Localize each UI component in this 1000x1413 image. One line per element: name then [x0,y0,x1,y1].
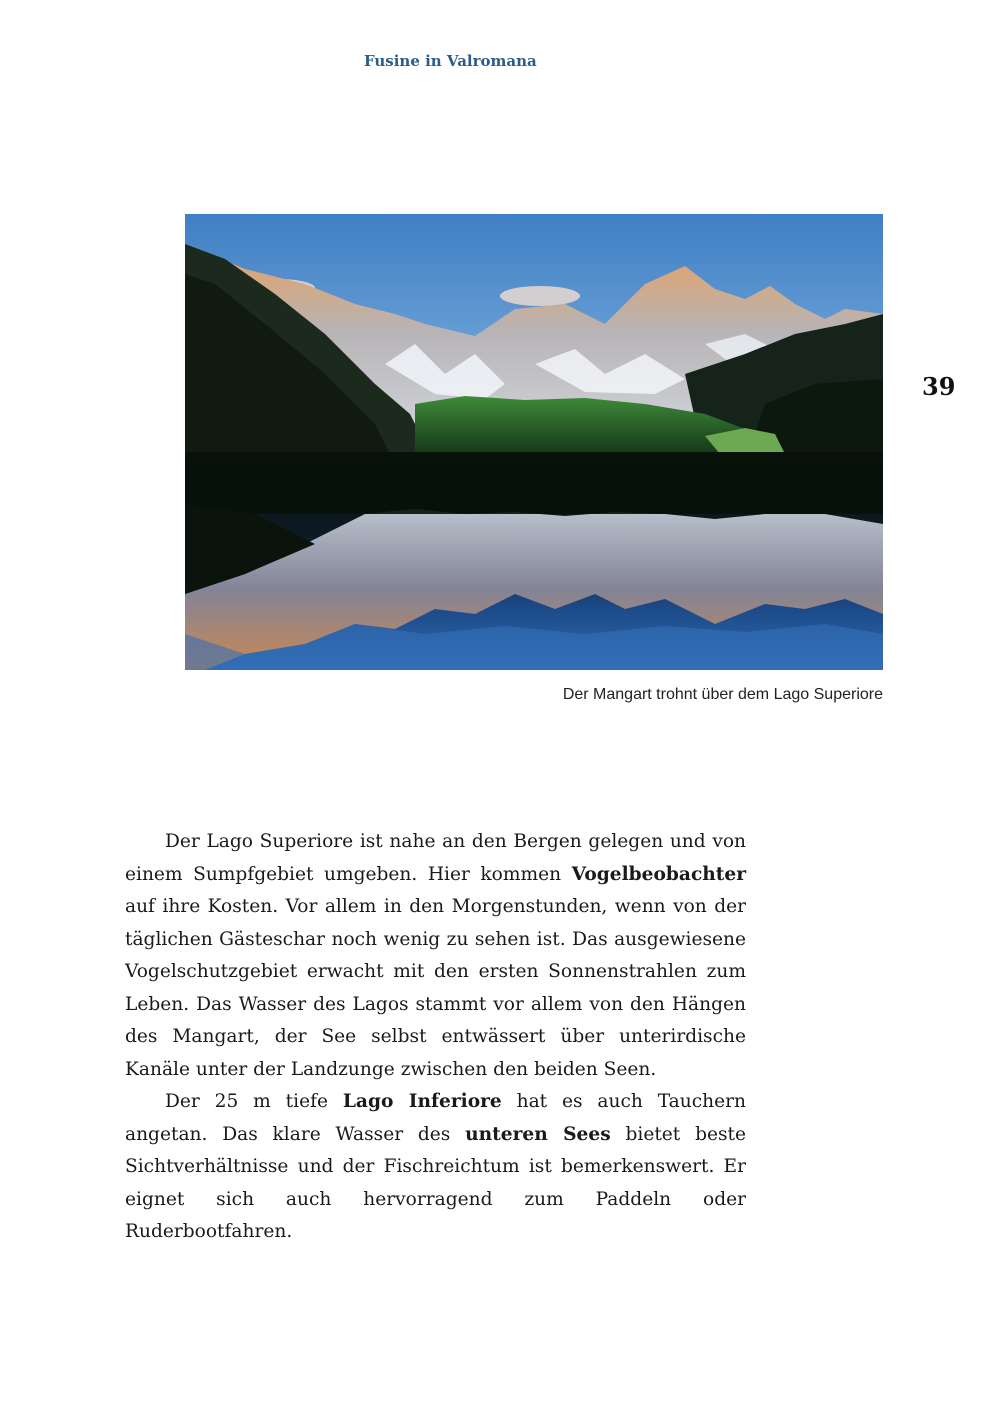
text-span: Der Lago Superiore ist nahe an den Bergen gelegen und von einem Sumpfgebiet umgeben. Hier kommen [125,831,746,885]
paragraph [125,826,746,1086]
paragraph [125,1086,746,1249]
text-span: Der 25 m tiefe [165,1091,343,1112]
body-text [125,826,746,1249]
running-title: Fusine in Valromana [364,52,537,70]
bold-term: Lago Inferiore [342,1091,502,1112]
text-span: hat es auch Tauchern angetan. Das klare Wasser des [125,1091,746,1145]
figure-caption: Der Mangart trohnt über dem Lago Superiore [562,686,883,703]
mountain-lake-photo [185,214,883,670]
bold-term: unteren Sees [465,1123,611,1145]
page-number: 39 [922,372,956,401]
text-span: auf ihre Kosten. Vor allem in den Morgenstunden, wenn von der täglichen Gästeschar noch wenig zu sehen ist. Das ausgewiesene Vogelschutzgebiet erwacht mit den ersten Sonnenstrahlen zum Leben. Das Wasser des Lagos stammt vor allem von den Hängen des Mangart, der See selbst entwässert über unterirdische Kanäle unter der Landzunge zwischen den beiden Seen. [125,896,746,1080]
text-span: bietet beste Sichtverhältnisse und der Fischreichtum ist bemerkenswert. Er eignet sich auch hervorragend zum Paddeln oder Ruderbootfahren. [125,1123,746,1242]
bold-term: Vogelbeobachter [571,863,746,885]
